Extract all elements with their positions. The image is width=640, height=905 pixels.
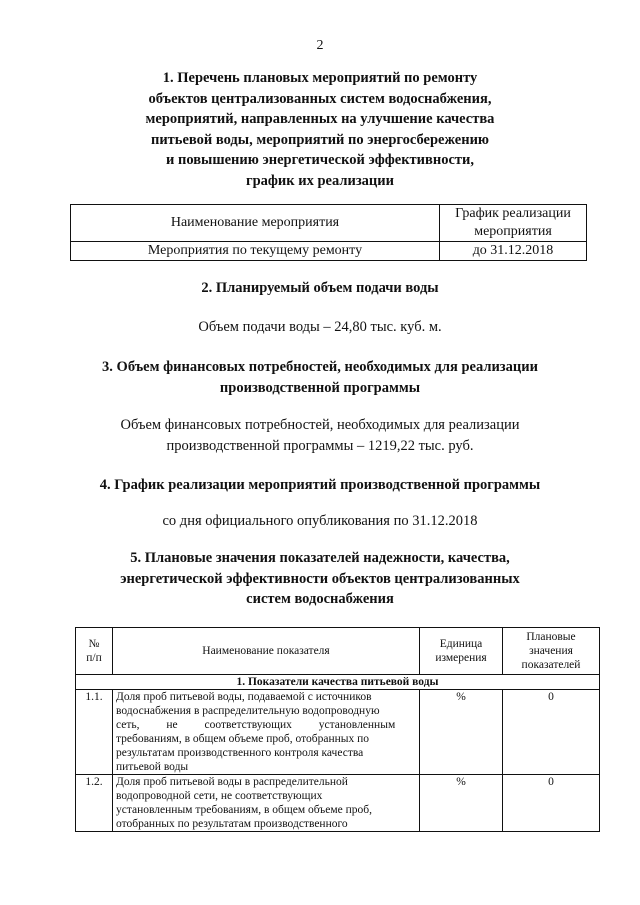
section1-title-line: график их реализации [245,172,394,189]
header-number [76,628,113,675]
row-indicator-name [113,775,420,832]
section3-text-line: Объем финансовых потребностей, необходимых для реализации [120,417,520,433]
indicators-table [75,627,600,832]
section5-title-line: систем водоснабжения [246,591,394,607]
section3-title [0,357,640,398]
indicators-table-header [76,628,600,675]
section3-text-line: производственной программы – 1219,22 тыс. руб. [166,438,474,454]
header-unit [420,628,503,675]
row-name-line: питьевой воды [116,761,189,773]
group-row [76,675,600,690]
row-name-line: водоснабжения в распределительную водопроводную [116,705,380,717]
section5-title-line: энергетической эффективности объектов централизованных [120,570,520,587]
row-name-line: установленным требованиям, в общем объеме проб, [116,804,372,816]
table-row [76,775,600,832]
header-unit-line: измерения [435,652,487,664]
header-planned-value [503,628,600,675]
activity-schedule-cell: до 31.12.2018 [440,242,587,261]
section1-title-line: и повышению энергетической эффективности, [166,152,474,168]
header-number-line: п/п [86,652,102,664]
row-name-line: результатам производственного контроля качества [116,747,364,759]
header-number-line: № [88,638,100,650]
header-schedule-line: мероприятия [474,224,552,239]
row-name-line: требованиям, в общем объеме проб, отобранных по [116,733,370,745]
activities-table [70,204,587,261]
row-number: 1.1. [76,690,113,775]
row-number: 1.2. [76,775,113,832]
section3-title-line: производственной программы [219,379,421,396]
section3-title-line: 3. Объем финансовых потребностей, необходимых для реализации [102,359,538,375]
header-value-line: показателей [521,659,581,671]
header-schedule-line: График реализации [455,206,571,221]
activity-name-cell: Мероприятия по текущему ремонту [71,242,440,261]
header-schedule [440,205,587,242]
section1-title-line: мероприятий, направленных на улучшение качества [145,111,495,127]
section3-text [0,415,640,457]
header-unit-line: Единица [439,638,483,650]
row-name-line: водопроводной сети, не соответствующих [116,790,323,802]
section1-title-line: питьевой воды, мероприятий по энергосбережению [150,131,490,148]
header-indicator-name: Наименование показателя [113,628,420,675]
row-unit: % [420,690,503,775]
row-name-line: Доля проб питьевой воды, подаваемой с источников [116,691,372,703]
section2-title: 2. Планируемый объем подачи воды [201,280,439,296]
section4-text: со дня официального опубликования по 31.12.2018 [162,513,478,529]
row-indicator-name [113,690,420,775]
section1-title [0,68,640,191]
section5-title-line: 5. Плановые значения показателей надежности, качества, [130,550,510,566]
row-name-line: Доля проб питьевой воды в распределительной [116,776,348,788]
header-value-line: значения [529,645,573,657]
row-value: 0 [503,690,600,775]
table-row [71,242,587,261]
section5-title [0,548,640,610]
header-activity-name: Наименование мероприятия [71,205,440,242]
row-unit: % [420,775,503,832]
section1-title-line: объектов централизованных систем водоснабжения, [148,90,492,107]
header-value-line: Плановые [526,631,576,643]
row-value: 0 [503,775,600,832]
table-row [76,690,600,775]
group-title: 1. Показатели качества питьевой воды [76,675,600,690]
section2-text: Объем подачи воды – 24,80 тыс. куб. м. [198,319,442,335]
section1-title-line: 1. Перечень плановых мероприятий по ремонту [162,70,478,86]
row-name-line: отобранных по результатам производственного [116,818,348,830]
page-number: 2 [316,38,324,53]
row-name-line: сеть, не соответствующих установленным [116,719,396,731]
section4-title: 4. График реализации мероприятий производственной программы [99,477,541,493]
activities-table-header [71,205,587,242]
